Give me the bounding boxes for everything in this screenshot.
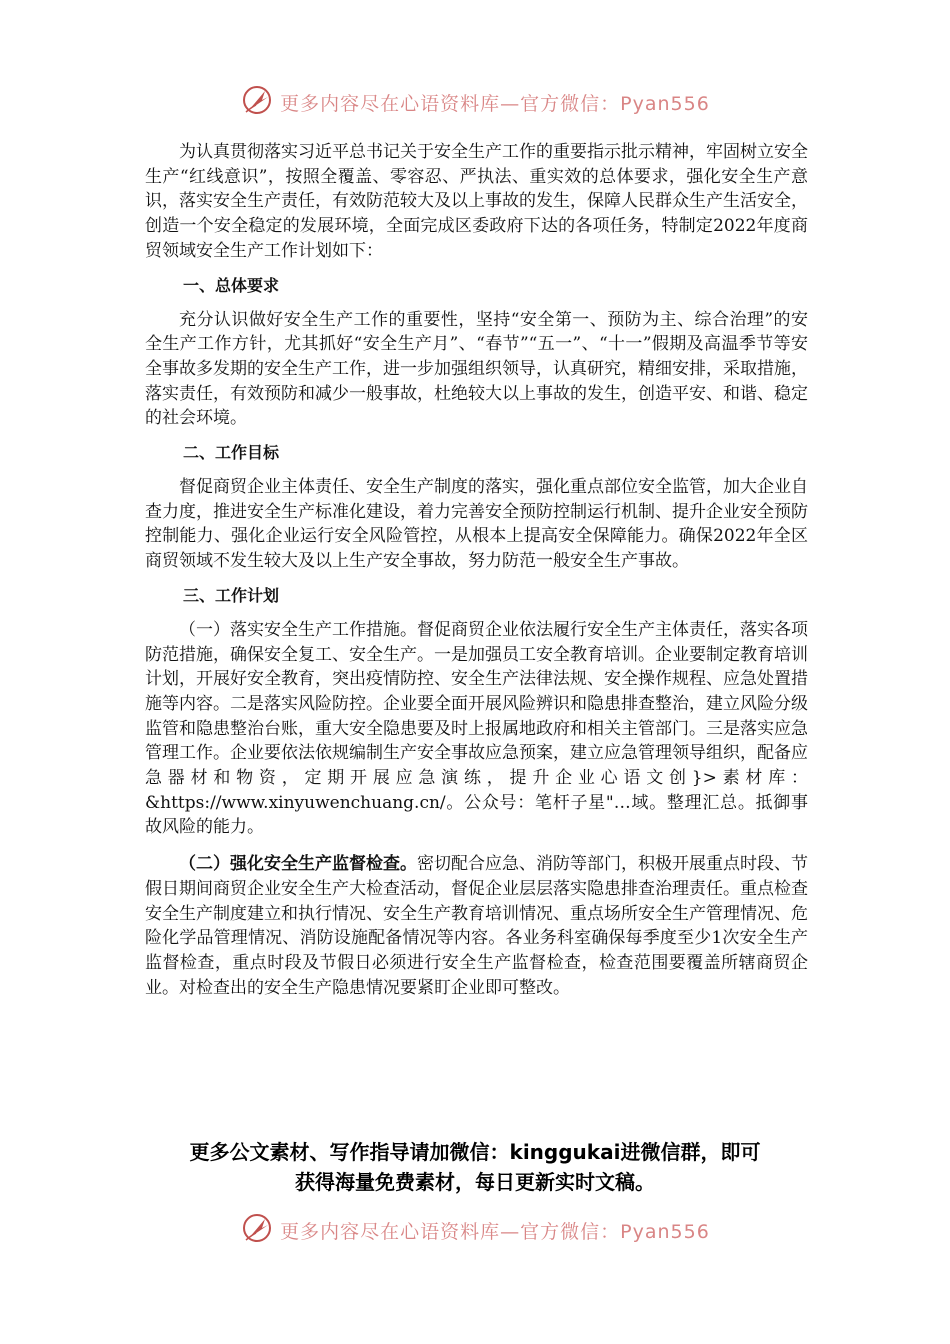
section-heading-plan: 三、工作计划 xyxy=(183,585,280,605)
promo-line-2: 获得海量免费素材，每日更新实时文稿。 xyxy=(295,1170,655,1194)
intro-paragraph: 为认真贯彻落实习近平总书记关于安全生产工作的重要指示批示精神，牢固树立安全生产“红线意识”，按照全覆盖、零容忍、严执法、重实效的总体要求，强化安全生产意识，落实安全生产责任，有效防范较大及以上事故的发生，保障人民群众生产生活安全，创造一个安全稳定的发展环境，全面完成区委政府下达的各项任务，特制定2022年度商贸领域安全生产工作计划如下： xyxy=(145,142,808,261)
header-banner xyxy=(0,82,950,122)
plan-item-2-body: 密切配合应急、消防等部门，积极开展重点时段、节假日期间商贸企业安全生产大检查活动，督促企业层层落实隐患排查治理责任。重点检查安全生产制度建立和执行情况、安全生产教育培训情况、重点场所安全生产管理情况、危险化学品管理情况、消防设施配备情况等内容。各业务科室确保每季度至少1次安全生产监督检查，重点时段及节假日必须进行安全生产监督检查，检查范围要覆盖所辖商贸企业。对检查出的安全生产隐患情况要紧盯企业即可整改。 xyxy=(145,854,808,998)
wechat-id: Pyan556 xyxy=(620,92,710,115)
quill-logo-icon xyxy=(240,83,274,121)
requirements-paragraph: 充分认识做好安全生产工作的重要性，坚持“安全第一、预防为主、综合治理”的安全生产工作方针，尤其抓好“安全生产月”、“春节”“五一”、“十一”假期及高温季节等安全事故多发期的安全生产工作，进一步加强组织领导，认真研究，精细安排，采取措施，落实责任，有效预防和减少一般事故，杜绝较大以上事故的发生，创造平安、和谐、稳定的社会环境。 xyxy=(145,309,808,429)
goals-paragraph: 督促商贸企业主体责任、安全生产制度的落实，强化重点部位安全监管，加大企业自查力度，推进安全生产标准化建设，着力完善安全预防控制运行机制、提升企业安全预防控制能力、强化企业运行安全风险管控，从根本上提高安全保障能力。确保2022年全区商贸领域不发生较大及以上生产安全事故，努力防范一般安全生产事故。 xyxy=(145,477,808,572)
section-heading-goals: 二、工作目标 xyxy=(183,443,280,463)
promo-line-1: 更多公文素材、写作指导请加微信：kinggukai进微信群，即可 xyxy=(189,1140,761,1164)
quill-logo-icon xyxy=(240,1211,274,1249)
banner-text: 更多内容尽在心语资料库—官方微信：Pyan556 xyxy=(280,1220,710,1243)
section-heading-requirements: 一、总体要求 xyxy=(183,275,280,295)
banner-text: 更多内容尽在心语资料库—官方微信：Pyan556 xyxy=(280,92,710,115)
wechat-id: Pyan556 xyxy=(620,1220,710,1243)
plan-item-1: （一）落实安全生产工作措施。督促商贸企业依法履行安全生产主体责任，落实各项防范措施，确保安全复工、安全生产。一是加强员工安全教育培训。企业要制定教育培训计划，开展好安全教育，突出疫情防控、安全生产法律法规、安全操作规程、应急处置措施等内容。二是落实风险防控。企业要全面开展风险辨识和隐患排查整治，建立风险分级监管和隐患整治台账，重大安全隐患要及时上报属地政府和相关主管部门。三是落实应急管理工作。企业要依法依规编制生产安全事故应急预案，建立应急管理领导组织，配备应急器材和物资，定期开展应急演练，提升企业心语文创}>素材库：&https://www.xinyuwenchuang.cn/。公众号：笔杆子星"…域。整理汇总。抵御事故风险的能力。 xyxy=(145,619,808,838)
plan-item-2 xyxy=(145,852,808,1000)
footer-banner xyxy=(0,1210,950,1250)
document-body xyxy=(145,140,808,1000)
promo-notice xyxy=(0,1137,950,1197)
plan-item-2-title: （二）强化安全生产监督检查。 xyxy=(179,854,417,875)
